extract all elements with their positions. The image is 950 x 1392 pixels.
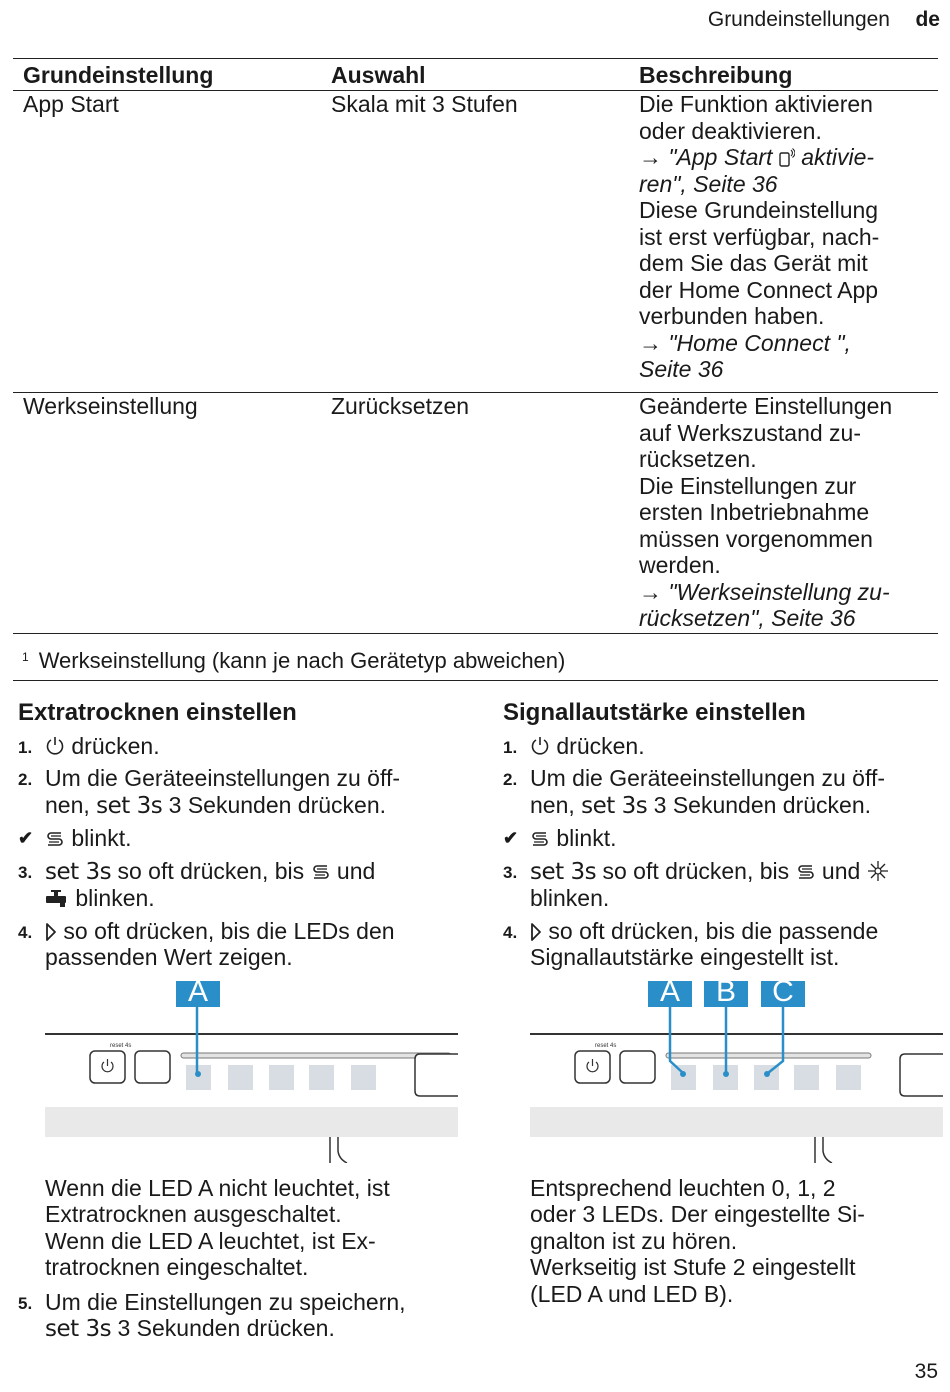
step-number: 5.: [18, 1293, 33, 1313]
description-line: Die Einstellungen zur: [639, 472, 857, 499]
setting-s-icon: [530, 829, 550, 849]
panel-explanation: [18, 1175, 458, 1281]
step-number: 4.: [503, 922, 518, 942]
drying-tap-icon: [45, 889, 69, 909]
panel-illustration: [503, 981, 943, 1163]
set-key-label: set 3s: [581, 792, 648, 819]
description-line: verbunden haben.: [639, 303, 825, 329]
step-number: 2.: [18, 770, 33, 789]
check-icon: ✔: [18, 828, 34, 848]
step-number: 1.: [503, 737, 518, 757]
callout-label: B: [715, 980, 737, 1008]
step-number: 1.: [18, 737, 33, 757]
footnote-mark: 1: [22, 650, 29, 664]
step-text: so oft drücken, bis die passende: [542, 917, 879, 944]
step-text: und: [815, 857, 867, 884]
step-number: 4.: [18, 922, 33, 942]
step-text: blinken.: [530, 885, 610, 911]
step-text: so oft drücken, bis die LEDs den: [57, 917, 395, 944]
description-line: dem Sie das Gerät mit: [639, 250, 868, 276]
description-line: → "App Start aktivie-: [639, 144, 875, 170]
step-text: so oft drücken, bis: [596, 857, 796, 884]
step-5: [18, 1289, 458, 1343]
panel-front: [530, 1107, 943, 1137]
signal-sparkle-icon: [867, 860, 889, 882]
led: [269, 1065, 294, 1090]
selection-cell: Zurücksetzen: [321, 393, 629, 634]
set-key-label: set 3s: [45, 1316, 112, 1342]
led: [836, 1065, 861, 1090]
led: [351, 1065, 376, 1090]
description-line: Diese Grundeinstellung: [639, 197, 879, 223]
set-key-label: set 3s: [45, 858, 112, 885]
description-line: Geänderte Einstellungen: [639, 393, 893, 419]
step-text: Signallautstärke eingestellt ist.: [530, 944, 840, 970]
app-start-icon: [779, 148, 795, 168]
power-icon: [530, 735, 550, 757]
step-text: blinkt.: [550, 825, 617, 851]
step-text: Um die Geräteeinstellungen zu öff-: [530, 765, 885, 791]
description-line: Seite 36: [639, 356, 724, 382]
description-line: → "Home Connect ",: [639, 329, 851, 356]
step-4: [18, 918, 458, 971]
description-line: auf Werkszustand zu-: [639, 419, 862, 446]
panel-front: [45, 1107, 458, 1137]
explanation-line: gnalton ist zu hören.: [530, 1227, 738, 1254]
language-tag: de: [915, 8, 940, 31]
step-2: [503, 765, 943, 819]
result: [503, 825, 943, 852]
led: [228, 1065, 253, 1090]
column-header: Beschreibung: [629, 59, 938, 91]
step-4: [503, 918, 943, 971]
led-a: [671, 1065, 696, 1090]
table-row: [13, 393, 938, 634]
reset-label: reset 4s: [595, 1042, 617, 1049]
page-number: 35: [914, 1360, 938, 1383]
callout-label: A: [659, 980, 681, 1008]
step-text: und: [330, 857, 376, 884]
footnote-rule: [13, 680, 938, 681]
explanation-line: Wenn die LED A nicht leuchtet, ist: [45, 1174, 390, 1201]
step-text: 3 Sekunden drücken.: [647, 791, 872, 818]
setting-s-icon: [311, 862, 331, 882]
explanation-line: (LED A und LED B).: [530, 1280, 734, 1307]
callout-label: A: [187, 980, 209, 1008]
next-arrow-icon: [530, 922, 542, 942]
description-line: ren", Seite 36: [639, 170, 778, 197]
settings-table: [13, 58, 938, 634]
setting-s-icon: [45, 829, 65, 849]
step-text: blinkt.: [65, 825, 132, 851]
step-text: 3 Sekunden drücken.: [162, 791, 387, 818]
setting-cell: Werkseinstellung: [13, 393, 321, 634]
selection-cell: Skala mit 3 Stufen: [321, 91, 629, 393]
column-header: Auswahl: [321, 59, 629, 91]
led: [794, 1065, 819, 1090]
step-number: 3.: [18, 862, 33, 882]
control-panel-diagram: [503, 981, 943, 1163]
section-title: Extratrocknen einstellen: [18, 699, 297, 726]
display-strip: [666, 1053, 871, 1058]
table-row: [13, 91, 938, 393]
step-1: [18, 733, 458, 760]
description-line: rücksetzen.: [639, 446, 757, 472]
step-text: nen,: [45, 791, 97, 818]
description-cell: [629, 91, 938, 393]
panel-door-handle: [900, 1054, 943, 1096]
check-icon: ✔: [503, 828, 519, 848]
description-cell: [629, 393, 938, 634]
step-text: nen,: [530, 791, 582, 818]
description-line: ist erst verfügbar, nach-: [639, 223, 880, 250]
step-number: 3.: [503, 862, 518, 882]
panel-illustration: [18, 981, 458, 1163]
step-text: drücken.: [550, 732, 645, 759]
reset-label: reset 4s: [110, 1042, 132, 1049]
power-icon: [45, 735, 65, 757]
panel-explanation: [503, 1175, 943, 1308]
step-text: Um die Einstellungen zu speichern,: [45, 1288, 406, 1315]
table-header-row: [13, 59, 938, 91]
setting-cell: App Start: [13, 91, 321, 393]
panel-button: [135, 1051, 170, 1083]
description-line: oder deaktivieren.: [639, 117, 822, 144]
step-text: so oft drücken, bis: [111, 857, 311, 884]
column-header: Grundeinstellung: [13, 59, 321, 91]
display-strip: [181, 1053, 451, 1058]
step-1: [503, 733, 943, 760]
section-title: Signallautstärke einstellen: [503, 699, 806, 726]
step-number: 2.: [503, 770, 518, 789]
section-extratrocknen: [18, 700, 458, 1349]
explanation-line: Extratrocknen ausgeschaltet.: [45, 1201, 342, 1227]
step-text: drücken.: [65, 732, 160, 759]
callout-label: C: [772, 980, 794, 1008]
led: [309, 1065, 334, 1090]
description-line: rücksetzen", Seite 36: [639, 605, 856, 631]
explanation-line: Entsprechend leuchten 0, 1, 2: [530, 1174, 836, 1201]
panel-door-handle: [415, 1054, 458, 1096]
description-line: werden.: [639, 552, 721, 578]
step-3: [18, 858, 458, 912]
step-text: 3 Sekunden drücken.: [111, 1315, 335, 1341]
next-arrow-icon: [45, 922, 57, 942]
setting-s-icon: [796, 862, 816, 882]
power-button: [575, 1051, 610, 1083]
footnote-text: Werkseinstellung (kann je nach Gerätetyp abweichen): [38, 648, 566, 673]
footnote: [22, 648, 565, 674]
result: [18, 825, 458, 852]
running-header: Grundeinstellungen: [707, 8, 890, 31]
control-panel-diagram: [18, 981, 458, 1163]
section-signallautstaerke: [503, 700, 943, 1307]
description-line: müssen vorgenommen: [639, 525, 873, 552]
step-3: [503, 858, 943, 912]
description-line: Die Funktion aktivieren: [639, 91, 873, 117]
explanation-line: oder 3 LEDs. Der eingestellte Si-: [530, 1201, 865, 1227]
led-a: [186, 1065, 211, 1090]
description-line: der Home Connect App: [639, 276, 879, 303]
step-text: passenden Wert zeigen.: [45, 944, 293, 970]
step-text: Um die Geräteeinstellungen zu öff-: [45, 765, 400, 791]
set-key-label: set 3s: [96, 792, 163, 819]
panel-button: [620, 1051, 655, 1083]
set-key-label: set 3s: [530, 858, 597, 885]
step-2: [18, 765, 458, 819]
description-line: → "Werkseinstellung zu-: [639, 578, 890, 605]
explanation-line: tratrocknen eingeschaltet.: [45, 1254, 309, 1280]
description-line: ersten Inbetriebnahme: [639, 499, 870, 525]
explanation-line: Werkseitig ist Stufe 2 eingestellt: [530, 1254, 856, 1280]
step-text: blinken.: [69, 885, 155, 911]
power-button: [90, 1051, 125, 1083]
explanation-line: Wenn die LED A leuchtet, ist Ex-: [45, 1227, 376, 1254]
